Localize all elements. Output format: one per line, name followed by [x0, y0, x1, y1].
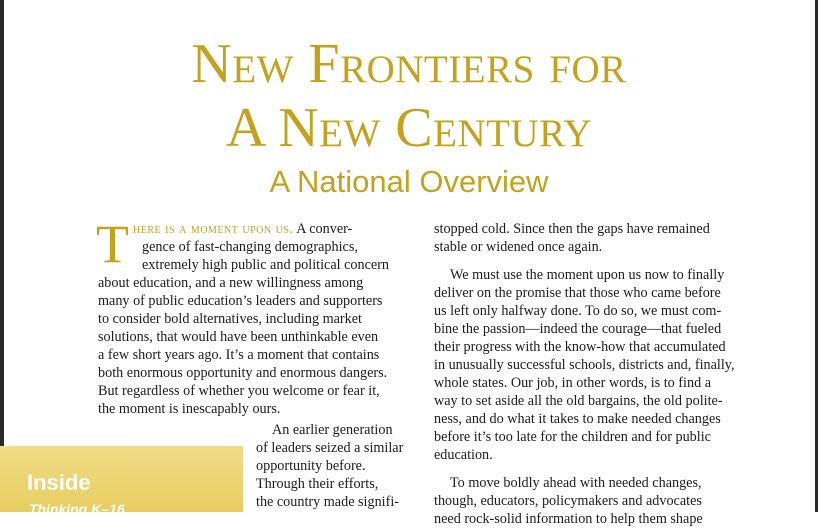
- col2-p1-line-2: stable or widened once again.: [434, 239, 603, 255]
- col2-p2-line-5: their progress with the know-how that accumulated: [434, 339, 726, 355]
- col1-line-5: many of public education’s leaders and supporters: [98, 293, 383, 309]
- col2-p3-line-1: To move boldly ahead with needed changes,: [450, 475, 702, 491]
- col2-p2-line-7: whole states. Our job, in other words, is to find a: [434, 375, 712, 391]
- col1-line-10: But regardless of whether you welcome or fear it,: [98, 383, 380, 399]
- inside-title: Inside: [27, 470, 91, 495]
- col1-line-3: extremely high public and political concern: [142, 257, 390, 273]
- col1-line-6: to consider bold alternatives, including market: [98, 311, 362, 327]
- col2-p2-line-10: before it’s too late for the children and for public: [434, 429, 711, 445]
- col2-p2-line-9: ness, and do what it takes to make needed changes: [434, 411, 721, 427]
- drop-cap: T: [96, 214, 129, 274]
- subtitle: A National Overview: [269, 164, 549, 199]
- col1-p2-line-1: An earlier generation: [272, 422, 393, 438]
- col1-line-8: a few short years ago. It’s a moment that contains: [98, 347, 380, 363]
- col1-p2-line-3: opportunity before.: [256, 458, 366, 474]
- col1-line-4: about education, and a new willingness among: [98, 275, 364, 291]
- col1-line-9: both enormous opportunity and enormous dangers.: [98, 365, 388, 381]
- col1-p2-line-4: Through their efforts,: [256, 476, 379, 492]
- col2-p2-line-11: education.: [434, 447, 493, 463]
- lead-in: here is a moment upon us.: [133, 221, 294, 237]
- col2-p2-line-6: in unusually successful schools, districts and, finally,: [434, 357, 735, 373]
- col1-p2-line-2: of leaders seized a similar: [256, 440, 404, 456]
- col1-line-1: here is a moment upon us. A conver-: [133, 221, 353, 237]
- col2-p2-line-2: deliver on the promise that those who came before: [434, 285, 721, 301]
- col2-p2-line-4: bine the passion—indeed the courage—that fueled: [434, 321, 722, 337]
- col1-line-7: solutions, that would have been unthinkable even: [98, 329, 379, 345]
- column-1: [96, 214, 406, 418]
- col2-p2-line-3: us left only halfway done. To do so, we must com-: [434, 303, 722, 319]
- title-line-2: A New Century: [225, 97, 593, 159]
- column-2: [434, 220, 746, 528]
- inside-sidebar: [0, 446, 243, 517]
- col1-line-2: gence of fast-changing demographics,: [142, 239, 358, 255]
- inside-item-thinking-k16[interactable]: Thinking K–16: [29, 501, 125, 517]
- col2-p1-line-1: stopped cold. Since then the gaps have remained: [434, 221, 710, 237]
- col1-line-11: the moment is inescapably ours.: [98, 401, 281, 417]
- col2-p2-line-1: We must use the moment upon us now to finally: [450, 267, 725, 283]
- col2-p3-line-3: need rock-solid information to help them shape: [434, 511, 703, 527]
- col2-p3-line-2: though, educators, policymakers and advocates: [434, 493, 702, 509]
- column-1-paragraph-2: [256, 421, 406, 511]
- col1-p2-line-5: the country made signifi-: [256, 494, 400, 510]
- col2-p2-line-8: way to set aside all the old bargains, the old polite-: [434, 393, 723, 409]
- title-line-1: New Frontiers for: [191, 33, 627, 95]
